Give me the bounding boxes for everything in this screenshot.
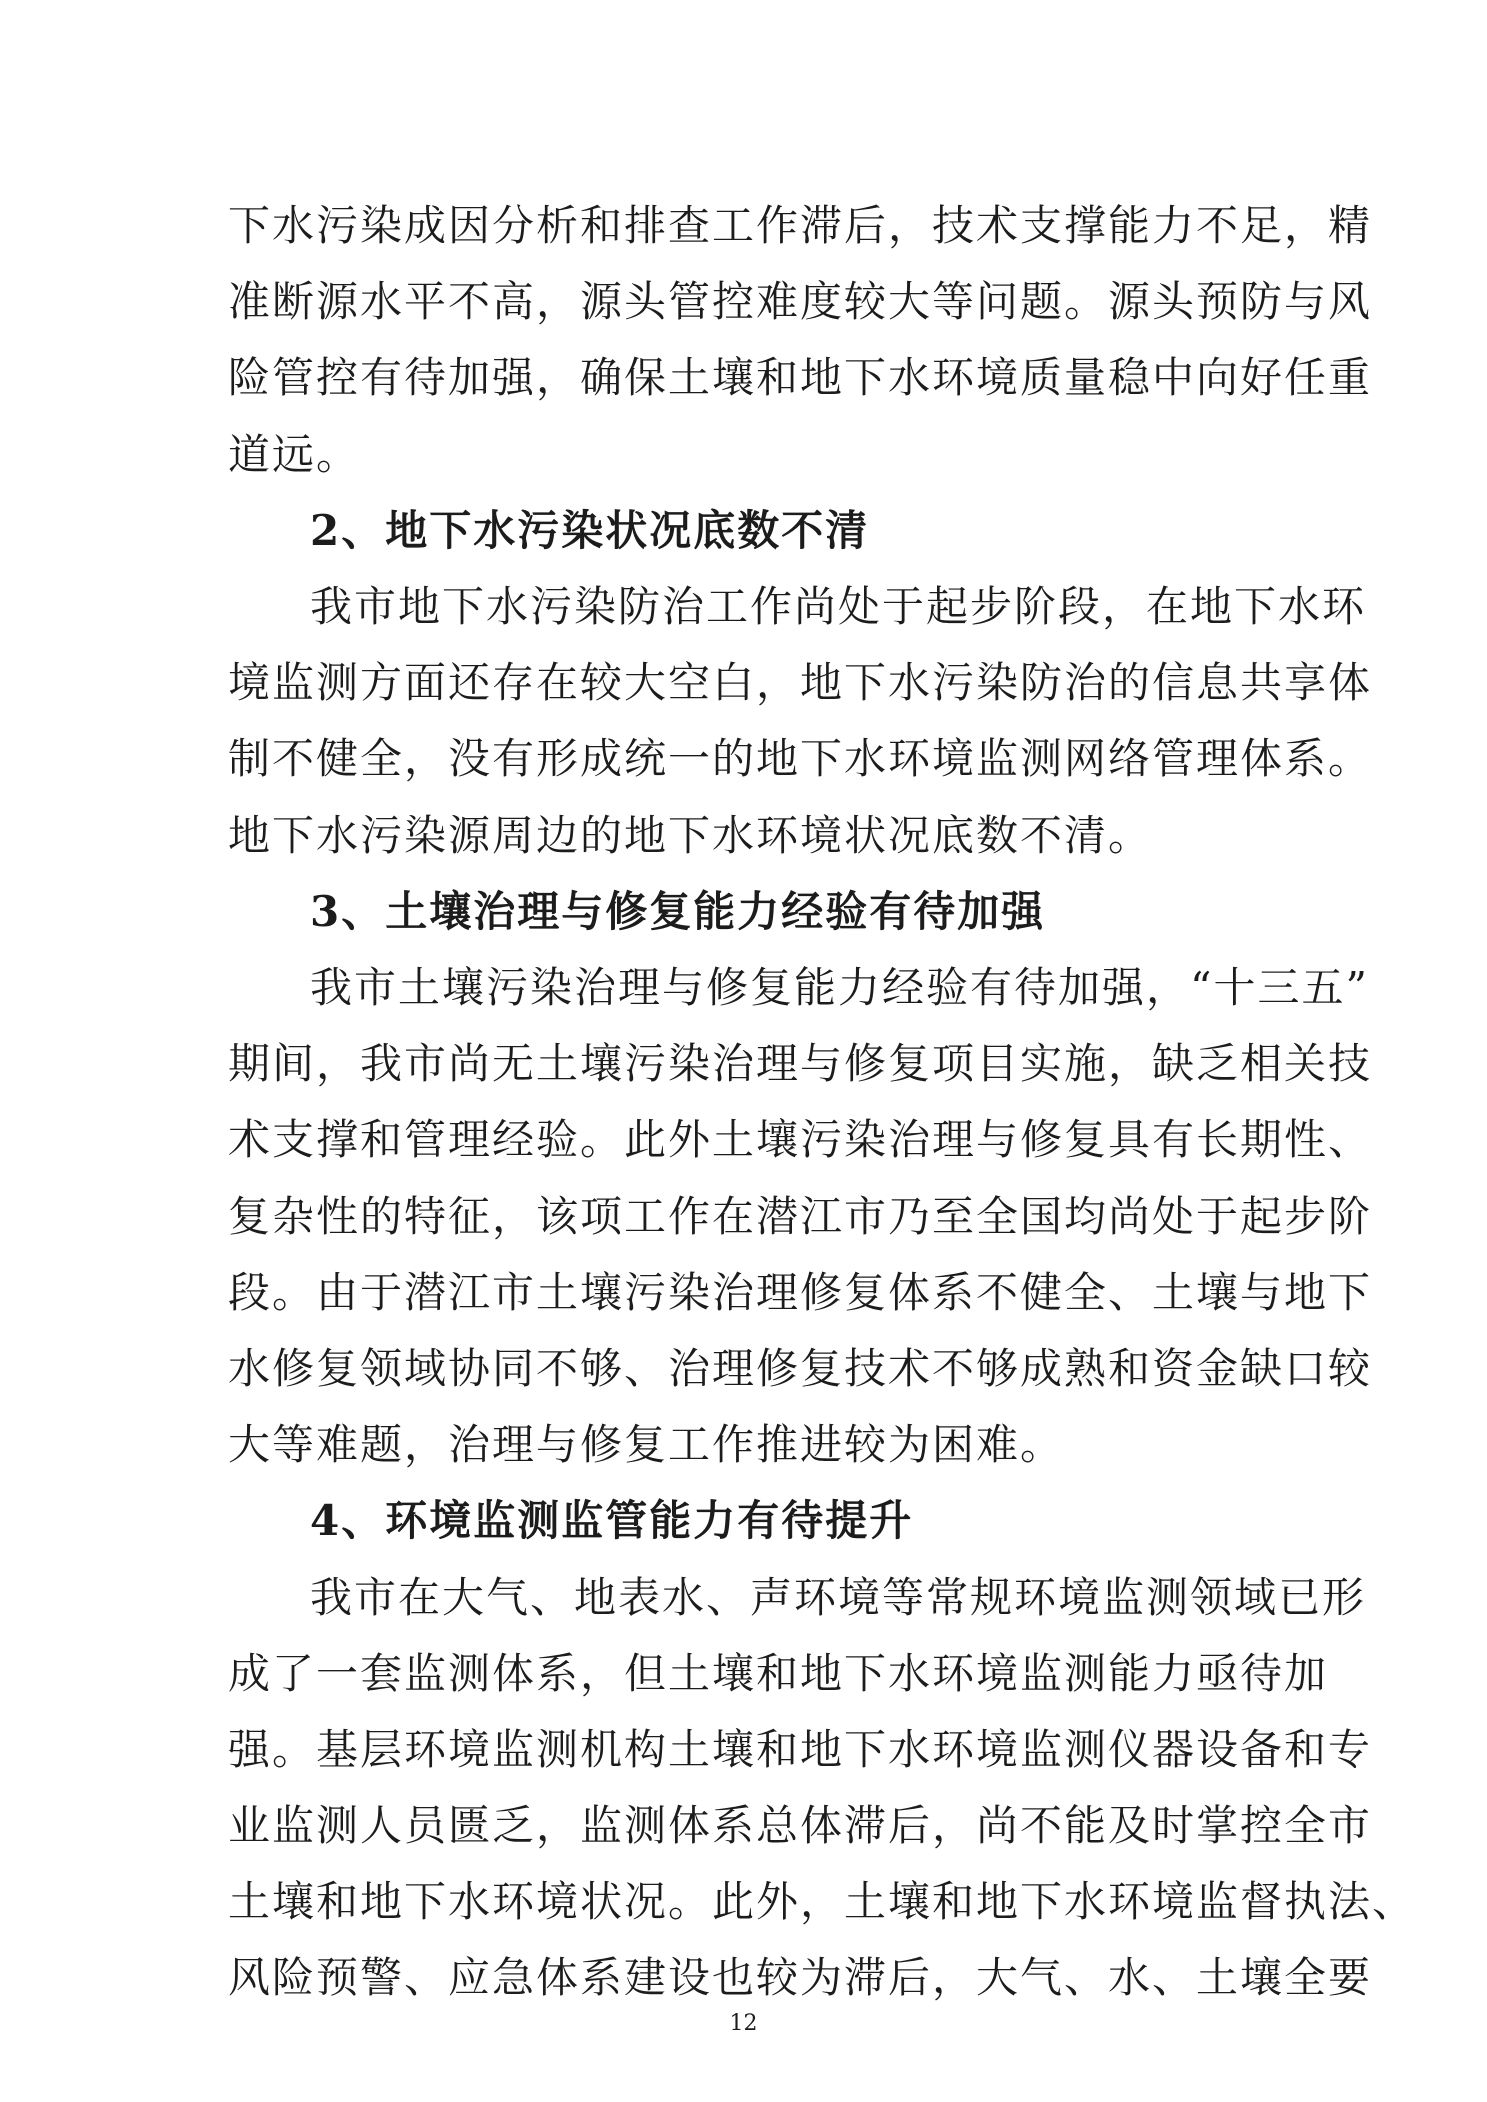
body-line-15: 段。由于潜江市土壤污染治理修复体系不健全、土壤与地下 xyxy=(228,1268,1373,1317)
body-line-21: 强。基层环境监测机构土壤和地下水环境监测仪器设备和专 xyxy=(228,1725,1373,1774)
body-line-13: 术支撑和管理经验。此外土壤污染治理与修复具有长期性、 xyxy=(228,1115,1373,1164)
body-line-4: 道远。 xyxy=(228,430,361,479)
body-line-17: 大等难题，治理与修复工作推进较为困难。 xyxy=(228,1420,1065,1469)
paragraph-start-line: 我市在大气、地表水、声环境等常规环境监测领域已形 xyxy=(310,1573,1367,1622)
body-line-12: 期间，我市尚无土壤污染治理与修复项目实施，缺乏相关技 xyxy=(228,1039,1373,1088)
paragraph-start-line: 我市地下水污染防治工作尚处于起步阶段，在地下水环 xyxy=(310,582,1367,631)
paragraph-start-line: 我市土壤污染治理与修复能力经验有待加强，“十三五” xyxy=(310,963,1369,1012)
body-line-3: 险管控有待加强，确保土壤和地下水环境质量稳中向好任重 xyxy=(228,353,1373,402)
body-line-9: 地下水污染源周边的地下水环境状况底数不清。 xyxy=(228,811,1153,860)
section-heading-4: 4、环境监测监管能力有待提升 xyxy=(310,1496,914,1545)
body-line-23: 土壤和地下水环境状况。此外，土壤和地下水环境监督执法、 xyxy=(228,1877,1417,1926)
section-heading-2: 2、地下水污染状况底数不清 xyxy=(310,506,870,555)
body-line-8: 制不健全，没有形成统一的地下水环境监测网络管理体系。 xyxy=(228,734,1373,783)
section-heading-3: 3、土壤治理与修复能力经验有待加强 xyxy=(310,887,1046,936)
body-line-14: 复杂性的特征，该项工作在潜江市乃至全国均尚处于起步阶 xyxy=(228,1192,1373,1241)
body-line-20: 成了一套监测体系，但土壤和地下水环境监测能力亟待加 xyxy=(228,1649,1329,1698)
body-line-2: 准断源水平不高，源头管控难度较大等问题。源头预防与风 xyxy=(228,277,1373,326)
body-line-7: 境监测方面还存在较大空白，地下水污染防治的信息共享体 xyxy=(228,658,1373,707)
body-line-1: 下水污染成因分析和排查工作滞后，技术支撑能力不足，精 xyxy=(228,201,1373,250)
body-line-22: 业监测人员匮乏，监测体系总体滞后，尚不能及时掌控全市 xyxy=(228,1801,1373,1850)
page-number: 12 xyxy=(729,2011,758,2036)
body-line-24: 风险预警、应急体系建设也较为滞后，大气、水、土壤全要 xyxy=(228,1953,1373,2002)
body-line-16: 水修复领域协同不够、治理修复技术不够成熟和资金缺口较 xyxy=(228,1344,1373,1393)
